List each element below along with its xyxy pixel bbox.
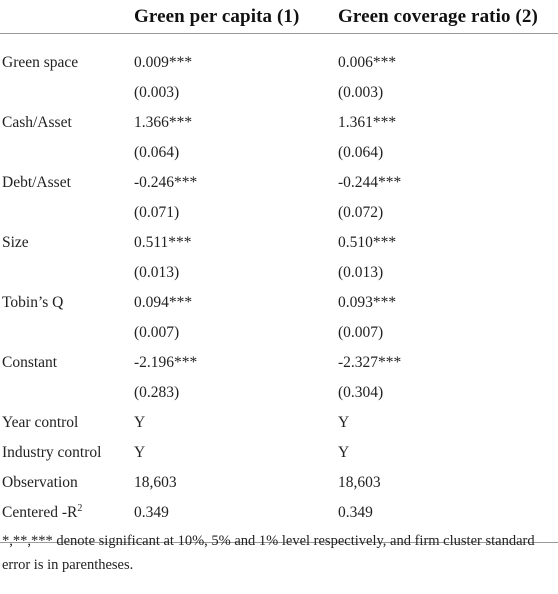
header-green-coverage-ratio: Green coverage ratio (2) (338, 5, 538, 27)
cell-green-coverage-ratio: 0.093*** (338, 294, 397, 311)
cell-green-coverage-ratio: -2.327*** (338, 354, 402, 371)
table-row (0, 438, 558, 468)
header-green-per-capita: Green per capita (1) (134, 5, 300, 27)
cell-green-per-capita: -0.246*** (134, 174, 198, 191)
cell-green-coverage-ratio: Y (338, 414, 350, 431)
table-row (0, 318, 558, 348)
table-row (0, 228, 558, 258)
cell-green-coverage-ratio: -0.244*** (338, 174, 402, 191)
cell-green-coverage-ratio: (0.072) (338, 204, 384, 221)
row-label: Cash/Asset (2, 114, 72, 131)
row-label (0, 378, 130, 408)
table-header-row (0, 0, 558, 34)
row-label (0, 138, 130, 168)
spacer (0, 34, 558, 48)
cell-green-coverage-ratio: 18,603 (338, 474, 381, 491)
cell-green-per-capita: -2.196*** (134, 354, 198, 371)
row-label (0, 78, 130, 108)
row-label: Year control (2, 414, 79, 431)
cell-green-coverage-ratio: (0.304) (338, 384, 384, 401)
cell-green-per-capita: (0.003) (134, 84, 180, 101)
cell-green-coverage-ratio: 1.361*** (338, 114, 397, 131)
table-row (0, 468, 558, 498)
table-row (0, 198, 558, 228)
cell-green-per-capita: Y (134, 444, 146, 461)
cell-green-per-capita: (0.071) (134, 204, 180, 221)
table-row (0, 378, 558, 408)
cell-green-per-capita: 1.366*** (134, 114, 193, 131)
row-label (0, 258, 130, 288)
r2-superscript: 2 (77, 503, 83, 514)
table-row (0, 168, 558, 198)
cell-green-coverage-ratio: Y (338, 444, 350, 461)
row-label (0, 198, 130, 228)
row-label: Observation (2, 474, 78, 491)
r2-label-text: Centered -R (2, 504, 78, 521)
cell-green-coverage-ratio: 0.349 (338, 504, 373, 521)
header-label-column (0, 0, 130, 34)
row-label-centered-r2 (0, 498, 130, 528)
table-row (0, 258, 558, 288)
table-row (0, 108, 558, 138)
row-label (0, 318, 130, 348)
cell-green-per-capita: 0.511*** (134, 234, 192, 251)
cell-green-coverage-ratio: 0.510*** (338, 234, 397, 251)
table-row (0, 498, 558, 528)
cell-green-per-capita: 0.009*** (134, 54, 193, 71)
table-row (0, 348, 558, 378)
cell-green-per-capita: 0.349 (134, 504, 169, 521)
row-label: Size (2, 234, 29, 251)
cell-green-per-capita: (0.283) (134, 384, 180, 401)
row-label: Constant (2, 354, 58, 371)
cell-green-coverage-ratio: (0.003) (338, 84, 384, 101)
cell-green-per-capita: 0.094*** (134, 294, 193, 311)
row-label: Green space (2, 54, 79, 71)
cell-green-coverage-ratio: (0.013) (338, 264, 384, 281)
row-label: Tobin’s Q (2, 294, 64, 311)
table-row (0, 138, 558, 168)
cell-green-coverage-ratio: (0.007) (338, 324, 384, 341)
cell-green-coverage-ratio: (0.064) (338, 144, 384, 161)
cell-green-per-capita: (0.007) (134, 324, 180, 341)
row-label: Debt/Asset (2, 174, 71, 191)
table-row (0, 408, 558, 438)
cell-green-per-capita: 18,603 (134, 474, 177, 491)
table-footnote: *,**,*** denote significant at 10%, 5% and 1% level respectively, and firm cluster standard error is in parentheses. (2, 533, 535, 573)
cell-green-coverage-ratio: 0.006*** (338, 54, 397, 71)
table-row (0, 288, 558, 318)
cell-green-per-capita: (0.064) (134, 144, 180, 161)
row-label: Industry control (2, 444, 102, 461)
cell-green-per-capita: Y (134, 414, 146, 431)
table-row (0, 78, 558, 108)
table-row (0, 48, 558, 78)
cell-green-per-capita: (0.013) (134, 264, 180, 281)
